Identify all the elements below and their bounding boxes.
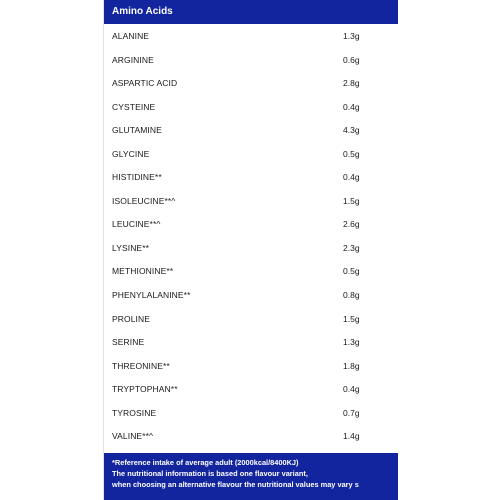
amino-acid-name: PROLINE [112, 313, 151, 324]
table-row [104, 377, 398, 401]
table-row [104, 330, 398, 354]
amino-acid-value: 1.5g [343, 313, 360, 324]
amino-acid-name: METHIONINE** [112, 266, 174, 277]
amino-acid-name: GLYCINE [112, 148, 150, 159]
table-row [104, 118, 398, 142]
table-row [104, 424, 398, 448]
table-row [104, 165, 398, 189]
table-row [104, 24, 398, 48]
amino-acid-value: 1.4g [343, 431, 360, 442]
table-row [104, 236, 398, 260]
table-row [104, 48, 398, 72]
amino-acid-value: 2.8g [343, 78, 360, 89]
table-header: Amino Acids [104, 0, 398, 24]
amino-acid-value: 2.6g [343, 219, 360, 230]
table-footer-note [104, 453, 398, 500]
table-row [104, 212, 398, 236]
amino-acids-table [103, 0, 398, 500]
amino-acid-value: 1.5g [343, 195, 360, 206]
footer-line-reference-intake: *Reference intake of average adult (2000kcal/8400KJ) [112, 458, 299, 467]
amino-acid-value: 1.3g [343, 31, 360, 41]
footer-line-flavour-basis: The nutritional information is based one flavour variant, [112, 469, 308, 479]
amino-acid-value: 0.7g [343, 407, 360, 418]
amino-acid-name: LEUCINE**^ [112, 219, 161, 230]
amino-acid-name: ASPARTIC ACID [112, 78, 178, 89]
amino-acid-name: PHENYLALANINE** [112, 290, 191, 301]
table-row [104, 142, 398, 166]
table-row [104, 401, 398, 425]
amino-acid-value: 4.3g [343, 125, 360, 136]
table-row [104, 95, 398, 119]
table-row [104, 71, 398, 95]
amino-acid-name: ISOLEUCINE**^ [112, 195, 176, 206]
amino-acid-value: 0.5g [343, 266, 360, 277]
footer-line-flavour-variance: when choosing an alternative flavour the nutritional values may vary s [112, 480, 359, 490]
table-row [104, 259, 398, 283]
amino-acid-value: 2.3g [343, 242, 360, 253]
table-row [104, 189, 398, 213]
amino-acid-value: 1.3g [343, 337, 360, 348]
amino-acid-name: THREONINE** [112, 360, 170, 371]
amino-acid-name: TRYPTOPHAN** [112, 384, 178, 395]
amino-acid-name: GLUTAMINE [112, 125, 162, 136]
amino-acid-name: LYSINE** [112, 242, 150, 253]
amino-acid-value: 0.4g [343, 384, 360, 395]
amino-acid-name: TYROSINE [112, 407, 157, 418]
amino-acid-name: ALANINE [112, 31, 150, 41]
amino-acid-name: VALINE**^ [112, 431, 154, 442]
amino-acid-value: 0.8g [343, 290, 360, 301]
amino-acid-name: HISTIDINE** [112, 172, 162, 183]
amino-acid-value: 0.4g [343, 172, 360, 183]
table-rows [104, 24, 398, 448]
table-row [104, 307, 398, 331]
table-row [104, 283, 398, 307]
amino-acid-name: ARGININE [112, 54, 154, 65]
table-row [104, 354, 398, 378]
amino-acid-value: 1.8g [343, 360, 360, 371]
amino-acid-name: SERINE [112, 337, 145, 348]
amino-acid-value: 0.6g [343, 54, 360, 65]
amino-acid-name: CYSTEINE [112, 101, 156, 112]
amino-acid-value: 0.5g [343, 148, 360, 159]
amino-acid-value: 0.4g [343, 101, 360, 112]
